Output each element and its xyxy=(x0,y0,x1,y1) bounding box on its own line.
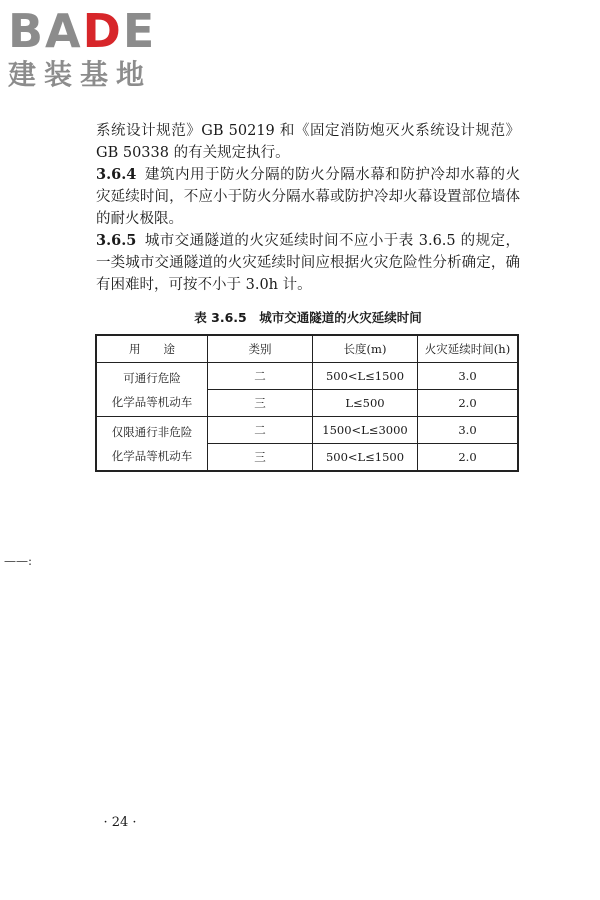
category-cell: 二 xyxy=(208,417,313,444)
header-category: 类别 xyxy=(208,335,313,363)
category-cell: 三 xyxy=(208,390,313,417)
paragraph-3-6-4: 3.6.4 建筑内用于防火分隔的防火分隔水幕和防护冷却水幕的火灾延续时间，不应小于防火分隔水幕或防护冷却火幕设置部位墙体的耐火极限。 xyxy=(96,166,520,227)
length-cell: 1500<L≤3000 xyxy=(313,417,418,444)
category-cell: 三 xyxy=(208,444,313,472)
header-use: 用 途 xyxy=(96,335,208,363)
table-caption: 表 3.6.5 城市交通隧道的火灾延续时间 xyxy=(194,310,422,325)
section-number: 3.6.4 xyxy=(96,166,137,183)
fire-duration-table xyxy=(95,334,519,472)
paragraph-3-6-5: 3.6.5 城市交通隧道的火灾延续时间不应小于表 3.6.5 的规定，一类城市交通隧道的火灾延续时间应根据火灾危险性分析确定，确有困难时，可按不小于 3.0h 计。 xyxy=(96,232,520,293)
header-duration: 火灾延续时间(h) xyxy=(418,335,519,363)
length-cell: 500<L≤1500 xyxy=(313,363,418,390)
table-row xyxy=(96,363,518,390)
duration-cell: 2.0 xyxy=(418,444,519,472)
page-number: · 24 · xyxy=(103,815,137,830)
brand-logo xyxy=(8,6,156,92)
logo-subtitle: 建装基地 xyxy=(8,58,153,91)
duration-cell: 2.0 xyxy=(418,390,519,417)
margin-mark: ——: xyxy=(4,554,33,568)
logo-wordmark: BADE xyxy=(8,4,157,58)
duration-cell: 3.0 xyxy=(418,417,519,444)
use-cell: 可通行危险 化学品等机动车 xyxy=(96,363,208,417)
length-cell: L≤500 xyxy=(313,390,418,417)
section-number: 3.6.5 xyxy=(96,232,137,249)
table-row xyxy=(96,417,518,444)
table-header-row xyxy=(96,335,518,363)
length-cell: 500<L≤1500 xyxy=(313,444,418,472)
duration-cell: 3.0 xyxy=(418,363,519,390)
body-text xyxy=(96,120,520,296)
use-cell: 仅限通行非危险 化学品等机动车 xyxy=(96,417,208,472)
header-length: 长度(m) xyxy=(313,335,418,363)
paragraph-continuation: 系统设计规范》GB 50219 和《固定消防炮灭火系统设计规范》GB 50338 的有关规定执行。 xyxy=(96,123,520,161)
category-cell: 二 xyxy=(208,363,313,390)
